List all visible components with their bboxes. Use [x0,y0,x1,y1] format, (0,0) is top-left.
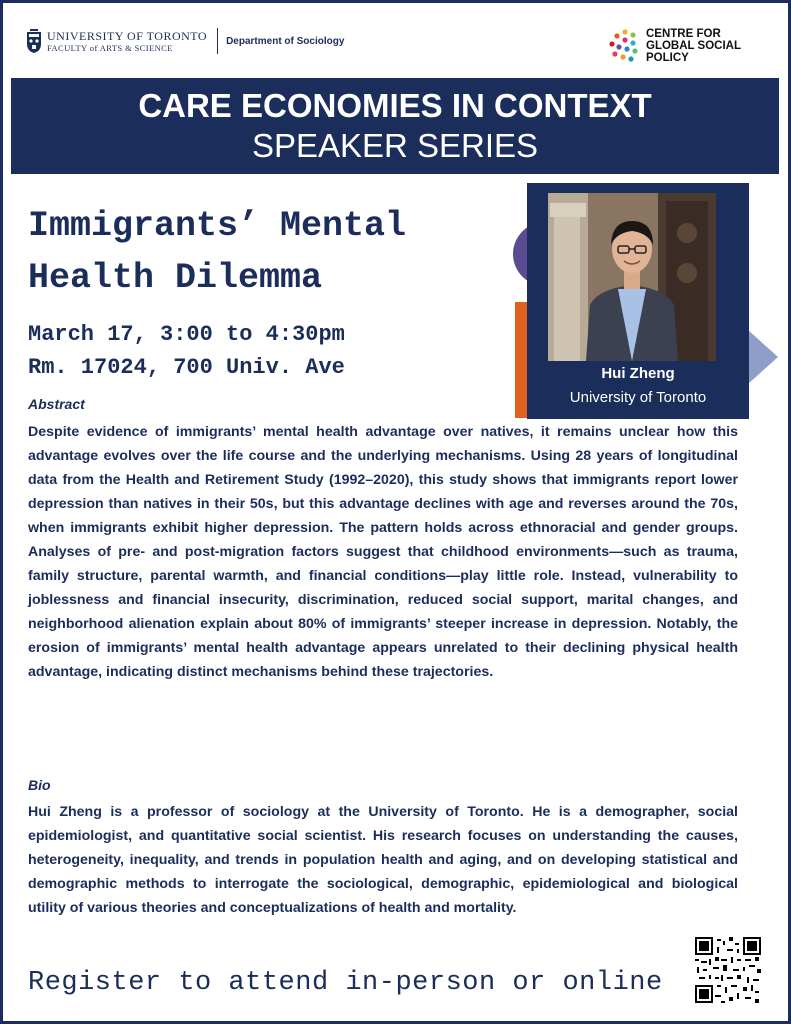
speaker-name: Hui Zheng [601,365,675,382]
series-banner [11,78,779,174]
speaker-card [527,183,749,419]
qr-code-icon[interactable] [695,937,761,1003]
uoft-logo [26,28,344,54]
decorative-arrow-icon [748,330,778,384]
logo-divider [217,28,218,54]
bio-text: Hui Zheng is a professor of sociology at the University of Toronto. He is a demographer, social epidemiologist, and quantitative social scientist. His research focuses on understanding the causes, heterogeneity, inequality, and trends in population health and aging, and on developing statistical and demographic methods to interrogate the sociological, demographic, epidemiological and biological utility of various theories and conceptualizations of health and mortality. [28,804,738,916]
event-details [28,318,345,384]
cgsp-line3: POLICY [646,52,689,64]
university-name: UNIVERSITY OF TORONTO [47,28,208,43]
event-location: Rm. 17024, 700 Univ. Ave [28,355,345,380]
crest-icon [26,28,42,54]
faculty-name: FACULTY of ARTS & SCIENCE [47,42,173,53]
department-name: Department of Sociology [226,35,345,47]
event-title-line2: Health Dilemma [28,258,323,298]
event-title [28,200,406,304]
event-date-time: March 17, 3:00 to 4:30pm [28,322,345,347]
cgsp-line2: GLOBAL SOCIAL [646,40,741,52]
bio-label: Bio [28,777,51,793]
cgsp-line1: CENTRE FOR [646,28,721,40]
dots-logo-icon [608,28,642,64]
series-title: CARE ECONOMIES IN CONTEXT [138,87,652,124]
series-subtitle: SPEAKER SERIES [251,127,539,164]
abstract-text: Despite evidence of immigrants’ mental health advantage over natives, it remains unclear how this advantage evolves over the life course and the underlying mechanisms. Using 28 years of longitudinal data from the Health and Retirement Study (1992–2020), this study shows that immigrants report lower depression than natives in their 50s, but this advantage declines with age and reverses around the 70s, when immigrants exhibit higher depression. The pattern holds across ethnoracial and gender groups. Analyses of pre- and post-migration factors suggest that childhood environments—such as trauma, family structure, parental warmth, and financial conditions—play little role. Instead, vulnerability to joblessness and financial insecurity, discrimination, reduced social support, marital changes, and neighborhood alienation explain about 80% of immigrants’ steeper increase in depression. Notably, the erosion of immigrants’ mental health advantage appears unrelated to their declining physical health advantage, indicating distinct mechanisms behind these trajectories. [28,424,738,680]
speaker-photo [548,193,716,361]
register-call-to-action: Register to attend in-person or online [28,968,663,998]
event-title-line1: Immigrants’ Mental [28,206,407,246]
speaker-affiliation: University of Toronto [569,389,707,406]
cgsp-logo [608,28,741,64]
abstract-label: Abstract [28,396,85,412]
